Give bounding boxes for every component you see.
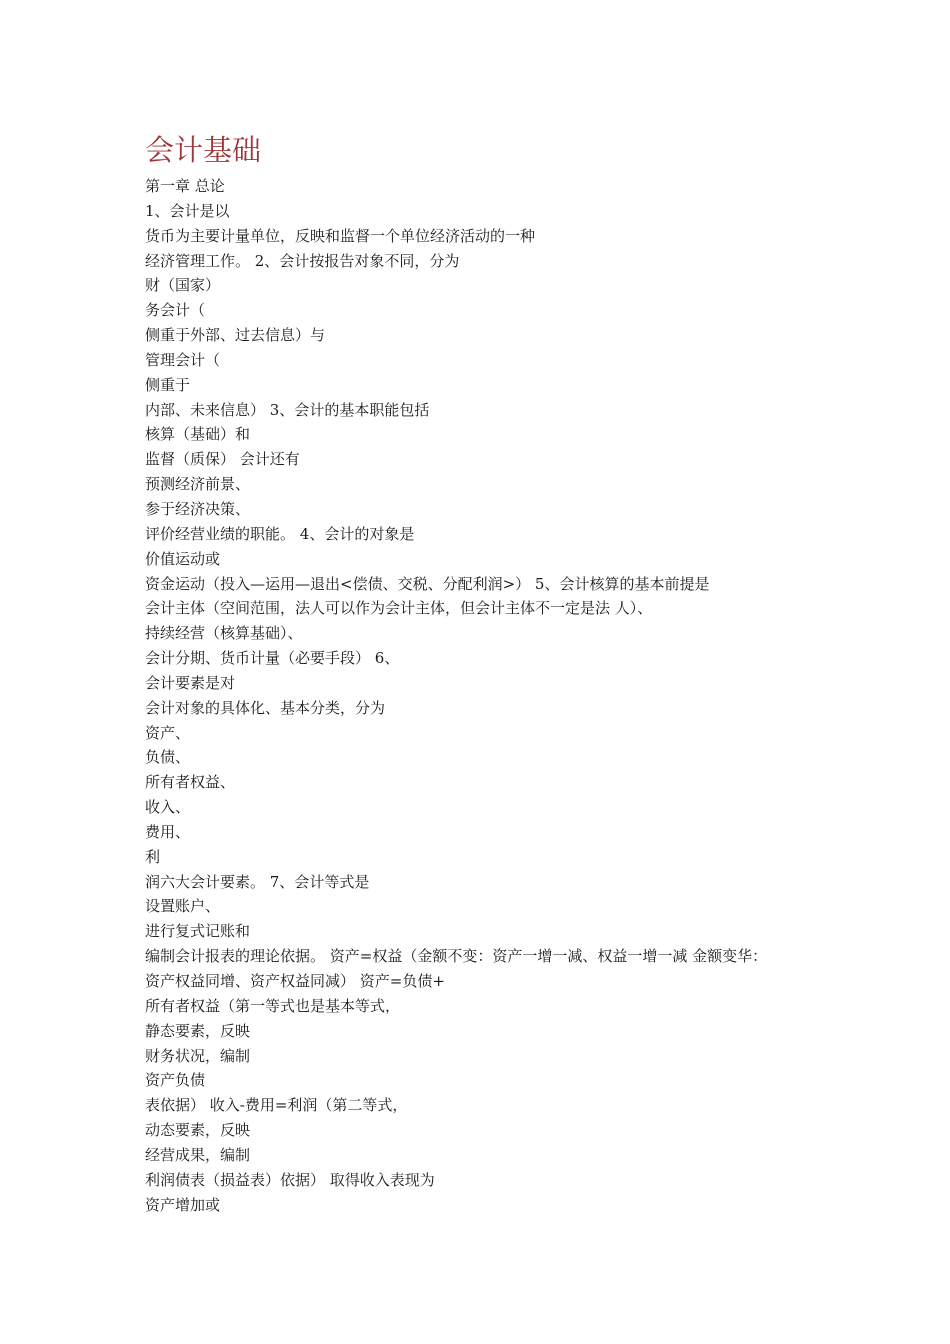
text-line: 静态要素，反映 (145, 1021, 251, 1040)
text-line: 侧重于外部、过去信息）与 (145, 326, 326, 345)
text-line: 动态要素，反映 (145, 1121, 251, 1140)
text-line: 第一章 总论 (145, 177, 225, 195)
text-line: 费用、 (145, 822, 191, 841)
text-line: 务会计（ (145, 301, 206, 320)
text-line: 预测经济前景、 (145, 475, 251, 494)
text-line: 编制会计报表的理论依据。 资产=权益（金额不变：资产一增一减、权益一增一减 金额变华： (145, 947, 768, 966)
text-line: 所有者权益（第一等式也是基本等式， (145, 996, 401, 1015)
text-line: 设置账户、 (145, 897, 221, 916)
text-line: 财（国家） (145, 276, 221, 295)
text-line: 参于经济决策、 (145, 499, 251, 518)
text-line: 资产增加或 (145, 1195, 221, 1214)
text-line: 1、会计是以 (145, 201, 230, 220)
text-line: 资金运动（投入—运用—退出<偿债、交税、分配利润>） 5、会计核算的基本前提是 (145, 574, 710, 593)
text-line: 所有者权益、 (145, 773, 236, 792)
text-line: 会计要素是对 (145, 673, 236, 692)
text-line: 收入、 (145, 798, 191, 817)
text-line: 会计对象的具体化、基本分类，分为 (145, 698, 386, 717)
document-title: 会计基础 (145, 133, 262, 167)
text-line: 评价经营业绩的职能。 4、会计的对象是 (145, 524, 415, 543)
text-line: 表依据） 收入-费用=利润（第二等式， (145, 1096, 408, 1115)
document-body (145, 174, 835, 1217)
text-line: 负债、 (145, 748, 191, 767)
text-line: 经济管理工作。 2、会计按报告对象不同，分为 (145, 251, 460, 270)
text-line: 进行复式记账和 (145, 922, 251, 941)
text-line: 管理会计（ (145, 350, 221, 369)
text-line: 资产负债 (145, 1071, 206, 1090)
text-line: 经营成果，编制 (145, 1145, 251, 1164)
text-line: 会计主体（空间范围，法人可以作为会计主体，但会计主体不一定是法 人）、 (145, 599, 653, 618)
text-line: 润六大会计要素。 7、会计等式是 (145, 872, 370, 891)
text-line: 核算（基础）和 (145, 425, 251, 444)
text-line: 资产权益同增、资产权益同减） 资产=负债+ (145, 972, 445, 990)
text-line: 内部、未来信息） 3、会计的基本职能包括 (145, 400, 430, 419)
text-line: 财务状况，编制 (145, 1046, 251, 1065)
text-line: 价值运动或 (145, 549, 221, 568)
text-line: 侧重于 (145, 375, 191, 394)
text-line: 资产、 (145, 723, 191, 742)
text-line: 监督（质保） 会计还有 (145, 450, 300, 469)
text-line: 持续经营（核算基础）、 (145, 624, 303, 643)
text-line: 利润债表（损益表）依据） 取得收入表现为 (145, 1170, 435, 1189)
text-line: 利 (145, 847, 161, 866)
text-line: 会计分期、货币计量（必要手段） 6、 (145, 649, 400, 668)
text-line: 货币为主要计量单位，反映和监督一个单位经济活动的一种 (145, 226, 536, 245)
